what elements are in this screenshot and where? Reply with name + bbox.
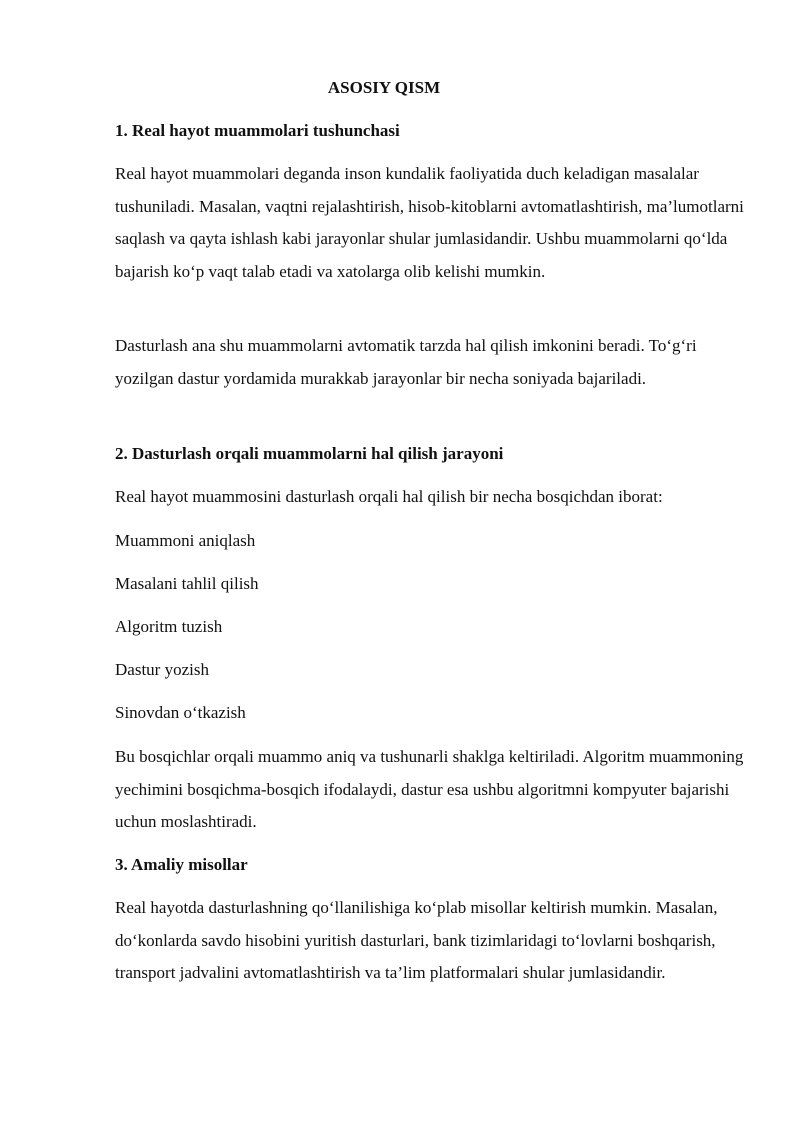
section-3-paragraph: Real hayotda dasturlashning qo‘llanilishiga ko‘plab misollar keltirish mumkin. Masalan, do‘konlarda savdo hisobini yuritish dasturlari, bank tizimlaridagi to‘lovlarni boshqarish, transport jadvalini avtomatlashtirish va ta’lim platformalari shular jumlasidandir.	[115, 898, 718, 982]
section-2-heading: 2. Dasturlash orqali muammolarni hal qilish jarayoni	[115, 444, 504, 463]
step-item: Masalani tahlil qilish	[115, 574, 259, 593]
document-title: ASOSIY QISM	[327, 78, 441, 97]
section-2-intro: Real hayot muammosini dasturlash orqali hal qilish bir necha bosqichdan iborat:	[115, 487, 663, 506]
section-1-paragraph-1: Real hayot muammolari deganda inson kundalik faoliyatida duch keladigan masalalar tushuniladi. Masalan, vaqtni rejalashtirish, hisob-kitoblarni avtomatlashtirish, ma’lumotlarni saqlash va qayta ishlash kabi jarayonlar shular jumlasidandir. Ushbu muammolarni qo‘lda bajarish ko‘p vaqt talab etadi va xatolarga olib kelishi mumkin.	[115, 164, 744, 281]
section-1-heading: 1. Real hayot muammolari tushunchasi	[115, 121, 400, 140]
section-1-paragraph-2: Dasturlash ana shu muammolarni avtomatik tarzda hal qilish imkonini beradi. To‘g‘ri yozilgan dastur yordamida murakkab jarayonlar bir necha soniyada bajariladi.	[115, 336, 697, 388]
step-item: Muammoni aniqlash	[115, 531, 256, 550]
step-item: Algoritm tuzish	[115, 617, 223, 636]
section-2-paragraph: Bu bosqichlar orqali muammo aniq va tushunarli shaklga keltiriladi. Algoritm muammoning yechimini bosqichma-bosqich ifodalaydi, dastur esa ushbu algoritmni kompyuter bajarishi uchun moslashtiradi.	[115, 747, 744, 831]
step-item: Sinovdan o‘tkazish	[115, 703, 246, 722]
step-item: Dastur yozish	[115, 660, 209, 679]
section-3-heading: 3. Amaliy misollar	[115, 855, 248, 874]
